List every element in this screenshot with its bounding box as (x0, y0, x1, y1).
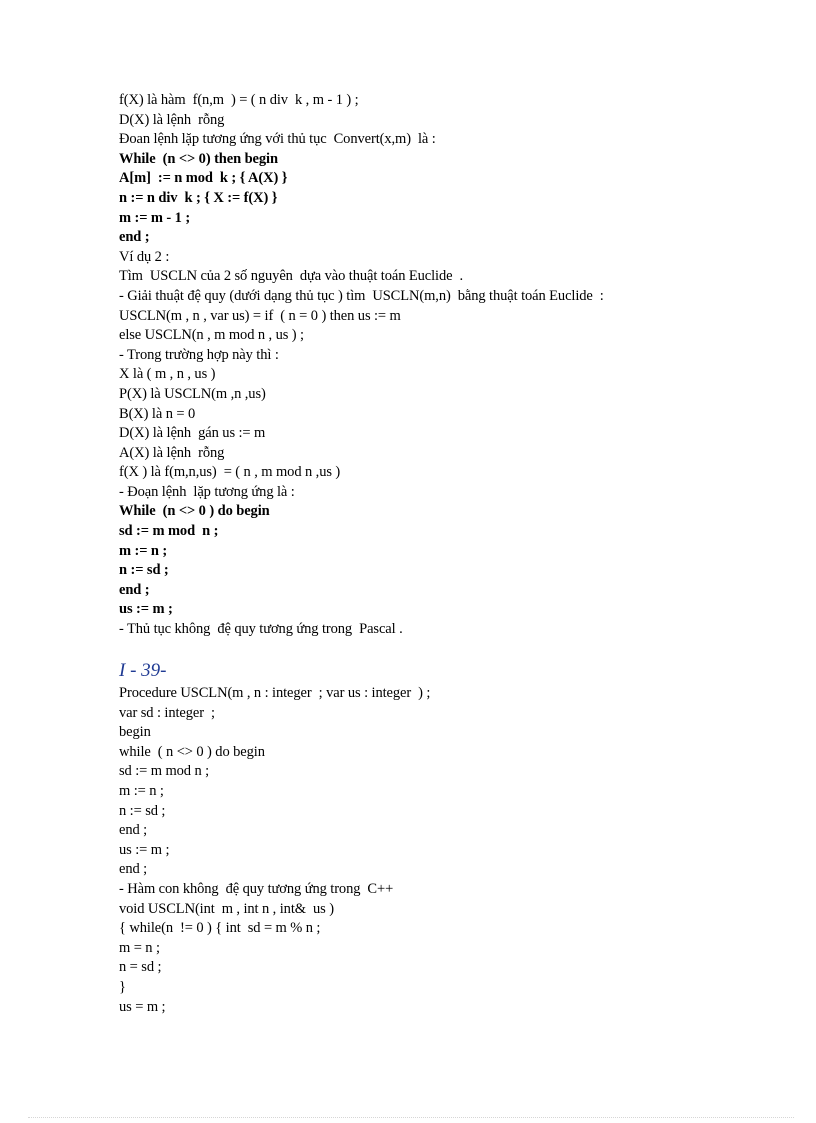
code-line: end ; (119, 822, 148, 839)
text-line: X là ( m , n , us ) (119, 366, 216, 383)
text-line: f(X ) là f(m,n,us) = ( n , m mod n ,us ) (119, 464, 341, 481)
text-line: else USCLN(n , m mod n , us ) ; (119, 327, 304, 344)
text-line: D(X) là lệnh gán us := m (119, 425, 266, 442)
code-line: } (119, 978, 126, 995)
text-line: sd := m mod n ; (119, 523, 219, 540)
text-line: us := m ; (119, 601, 173, 618)
code-line: while ( n <> 0 ) do begin (119, 743, 265, 760)
code-line: begin (119, 724, 151, 741)
text-line: f(X) là hàm f(n,m ) = ( n div k , m - 1 ) ; (119, 92, 359, 108)
code-line: - Hàm con không đệ quy tương ứng trong C++ (119, 880, 394, 897)
text-line: A(X) là lệnh rỗng (119, 444, 225, 461)
text-line: While (n <> 0) then begin (119, 150, 278, 167)
code-line: var sd : integer ; (119, 704, 215, 721)
code-line: m = n ; (119, 939, 160, 956)
upper-text-block (119, 91, 739, 640)
text-line: A[m] := n mod k ; { A(X) } (119, 170, 288, 187)
text-line: Đoan lệnh lặp tương ứng với thủ tục Convert(x,m) là : (119, 131, 436, 148)
footer-dotted-rule (28, 1117, 794, 1118)
code-line: Procedure USCLN(m , n : integer ; var us : integer ) ; (119, 685, 431, 701)
text-line: P(X) là USCLN(m ,n ,us) (119, 385, 266, 402)
code-line: sd := m mod n ; (119, 763, 210, 780)
text-line: Ví dụ 2 : (119, 248, 170, 265)
code-line: n = sd ; (119, 959, 162, 976)
text-line: While (n <> 0 ) do begin (119, 503, 270, 520)
code-line: void USCLN(int m , int n , int& us ) (119, 900, 334, 917)
text-line: Tìm USCLN của 2 số nguyên dựa vào thuật toán Euclide . (119, 268, 464, 285)
code-line: m := n ; (119, 782, 164, 799)
text-line: - Thủ tục không đệ quy tương ứng trong Pascal . (119, 621, 403, 638)
code-listing-block (119, 684, 739, 1017)
code-line: us = m ; (119, 998, 166, 1015)
text-line: n := sd ; (119, 562, 169, 579)
text-line: end ; (119, 229, 150, 246)
text-line: m := m - 1 ; (119, 209, 191, 226)
code-line: us := m ; (119, 841, 170, 858)
text-line: m := n ; (119, 542, 168, 559)
text-line: - Giải thuật đệ quy (dưới dạng thủ tục ) tìm USCLN(m,n) bằng thuật toán Euclide : (119, 287, 604, 304)
code-line: end ; (119, 861, 148, 878)
text-line: B(X) là n = 0 (119, 405, 196, 422)
text-line: - Trong trường hợp này thì : (119, 346, 279, 363)
code-line: { while(n != 0 ) { int sd = m % n ; (119, 920, 321, 937)
code-line: n := sd ; (119, 802, 166, 819)
text-line: n := n div k ; { X := f(X) } (119, 189, 278, 206)
text-line: - Đoạn lệnh lặp tương ứng là : (119, 483, 295, 500)
page-number: I - 39- (119, 660, 167, 681)
text-line: D(X) là lệnh rỗng (119, 111, 225, 128)
text-line: end ; (119, 581, 150, 598)
text-line: USCLN(m , n , var us) = if ( n = 0 ) then us := m (119, 307, 401, 324)
